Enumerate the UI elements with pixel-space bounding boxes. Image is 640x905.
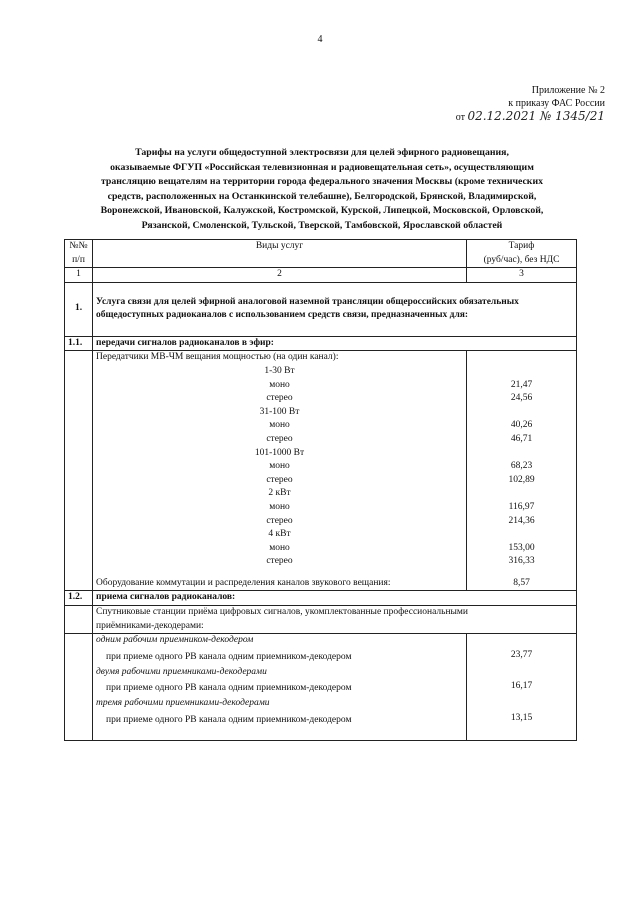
transmitter-line-price xyxy=(470,406,573,420)
receiver-price-1: 23,77 xyxy=(510,649,533,660)
colnum-1: 1 xyxy=(65,268,93,283)
transmitter-line-price xyxy=(470,487,573,501)
section-1-row xyxy=(65,282,577,336)
transmitter-line-label: 2 кВт xyxy=(268,488,291,499)
transmitter-line-label: 1-30 Вт xyxy=(264,365,295,376)
transmitter-line-label: моно xyxy=(269,379,290,390)
title-line: Воронежской, Ивановской, Калужской, Костромской, Курской, Липецкой, Московской, Орловской, xyxy=(100,205,544,217)
transmitter-line-price: 214,36 xyxy=(508,515,535,526)
spacer xyxy=(470,634,573,648)
column-number-row xyxy=(65,268,577,283)
transmitters-services-cell xyxy=(93,351,467,591)
header-number: №№ п/п xyxy=(65,240,93,268)
transmitter-line-price: 116,97 xyxy=(508,501,535,512)
receiver-price-2: 16,17 xyxy=(510,681,533,692)
title-line: оказываемые ФГУП «Российская телевизионная и радиовещательная сеть», осуществляющим xyxy=(110,161,534,173)
transmitter-line-label: 101-1000 Вт xyxy=(254,447,305,458)
transmitter-line-price: 153,00 xyxy=(508,542,535,553)
section-1-1-number: 1.1. xyxy=(65,336,93,351)
section-1-1-row xyxy=(65,336,577,351)
transmitter-labels xyxy=(96,365,463,569)
document-title xyxy=(62,146,582,234)
header-tariff: Тариф (руб/час), без НДС xyxy=(467,240,577,268)
transmitters-heading: Передатчики МВ-ЧМ вещания мощностью (на один канал): xyxy=(96,352,339,363)
colnum-3: 3 xyxy=(467,268,577,283)
transmitter-line-price: 68,23 xyxy=(510,461,533,472)
transmitter-line-label: моно xyxy=(269,501,290,512)
colnum-2: 2 xyxy=(93,268,467,283)
title-line: Тарифы на услуги общедоступной электросвязи для целей эфирного радиовещания, xyxy=(135,147,509,158)
table-header-row xyxy=(65,240,577,268)
satellite-row xyxy=(65,606,577,634)
transmitter-line-label: стерео xyxy=(266,556,293,567)
transmitter-line-label: моно xyxy=(269,461,290,472)
receiver-text-1: при приеме одного РВ канала одним приемником-декодером xyxy=(106,651,352,662)
section-1-1-text: передачи сигналов радиоканалов в эфир: xyxy=(93,336,577,351)
appendix-date-prefix: от xyxy=(455,112,465,123)
title-line: средств, расположенных на Останкинской телебашне), Белгородской, Брянской, Владимирской, xyxy=(107,190,537,202)
page-number: 4 xyxy=(317,34,323,45)
section-1-text: Услуга связи для целей эфирной аналоговой наземной трансляции общероссийских обязательных общедоступных радиоканалов с использованием средств связи, предназначенных для: xyxy=(93,282,577,336)
transmitter-line-price xyxy=(470,365,573,379)
receivers-services-cell xyxy=(93,634,467,741)
transmitter-line-label: 31-100 Вт xyxy=(259,406,300,417)
header-services: Виды услуг xyxy=(93,240,467,268)
tariff-table xyxy=(64,239,577,741)
transmitter-line-price: 102,89 xyxy=(508,474,535,485)
spacer xyxy=(470,697,573,711)
spacer xyxy=(470,351,573,365)
transmitter-line-price: 46,71 xyxy=(510,433,533,444)
title-line: трансляцию вещателям на территории города федерального значения Москвы (кроме технических xyxy=(101,176,543,188)
empty-number-cell xyxy=(65,634,93,741)
receiver-heading-1: одним рабочим приемником-декодером xyxy=(96,635,254,646)
spacer xyxy=(96,569,463,577)
receiver-price-3: 13,15 xyxy=(510,713,533,724)
receivers-row xyxy=(65,634,577,741)
handwritten-date-number: 02.12.2021 № 1345/21 xyxy=(467,109,605,123)
transmitter-line-label: стерео xyxy=(266,474,293,485)
empty-number-cell xyxy=(65,606,93,634)
spacer xyxy=(470,666,573,680)
appendix-line3 xyxy=(430,110,605,124)
equipment-label: Оборудование коммутации и распределения каналов звукового вещания: xyxy=(96,577,391,588)
section-1-number: 1. xyxy=(65,282,93,336)
empty-number-cell xyxy=(65,351,93,591)
transmitters-row xyxy=(65,351,577,591)
appendix-block xyxy=(430,84,605,124)
section-1-2-row xyxy=(65,591,577,606)
receiver-text-3: при приеме одного РВ канала одним приемником-декодером xyxy=(106,715,352,726)
transmitter-line-label: стерео xyxy=(266,515,293,526)
section-1-2-text: приема сигналов радиоканалов: xyxy=(93,591,577,606)
equipment-price: 8,57 xyxy=(513,577,530,588)
transmitters-price-cell xyxy=(467,351,577,591)
transmitter-line-label: моно xyxy=(269,420,290,431)
transmitter-prices xyxy=(470,365,573,569)
satellite-text: Спутниковые станции приёма цифровых сигналов, укомплектованные профессиональными приёмниками-декодерами: xyxy=(93,606,577,634)
transmitter-line-label: стерео xyxy=(266,433,293,444)
receiver-heading-2: двумя рабочими приемниками-декодерами xyxy=(96,666,267,677)
transmitter-line-price xyxy=(470,447,573,461)
title-line: Рязанской, Смоленской, Тульской, Тверской, Тамбовской, Ярославской областей xyxy=(141,219,503,231)
transmitter-line-price: 316,33 xyxy=(508,556,535,567)
appendix-line1: Приложение № 2 xyxy=(531,85,605,96)
section-1-2-number: 1.2. xyxy=(65,591,93,606)
transmitter-line-label: стерео xyxy=(266,393,293,404)
spacer xyxy=(470,569,573,577)
transmitter-line-label: моно xyxy=(269,542,290,553)
receiver-heading-3: тремя рабочими приемниками-декодерами xyxy=(96,698,270,709)
receivers-price-cell xyxy=(467,634,577,741)
transmitter-line-price xyxy=(470,528,573,542)
transmitter-line-label: 4 кВт xyxy=(268,529,291,540)
appendix-line2: к приказу ФАС России xyxy=(508,98,605,109)
transmitter-line-price: 21,47 xyxy=(510,379,533,390)
transmitter-line-price: 24,56 xyxy=(510,393,533,404)
transmitter-line-price: 40,26 xyxy=(510,420,533,431)
receiver-text-2: при приеме одного РВ канала одним приемником-декодером xyxy=(106,683,352,694)
